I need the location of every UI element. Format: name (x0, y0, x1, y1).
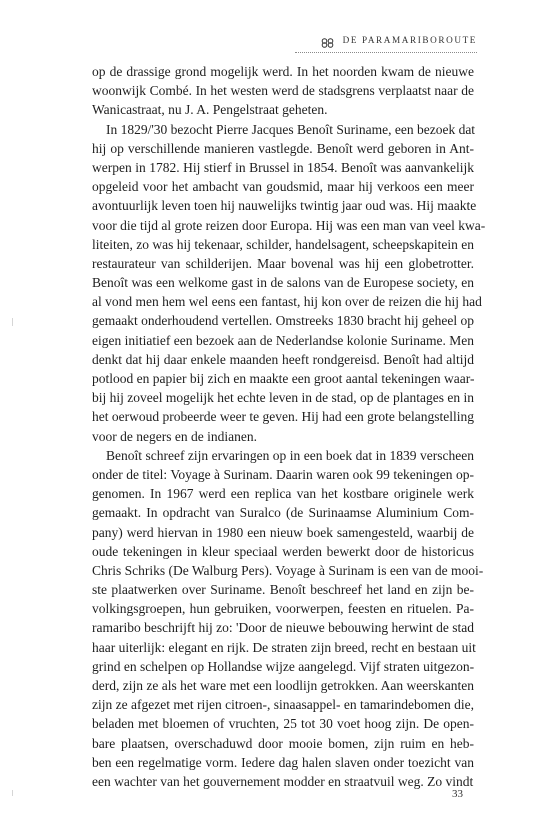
text-line: oude tekeningen in kleur speciaal werden bewerkt door de historicus (92, 543, 474, 559)
text-line: volkingsgroepen, hun gebruiken, voorwerpen, feesten en rituelen. Pa- (92, 601, 474, 617)
text-line: gemaakt. In opdracht van Suralco (de Surinaamse Aluminium Com- (92, 505, 474, 521)
text-line: liteiten, zo was hij tekenaar, schilder, handelsagent, scheepskapitein en (92, 236, 475, 252)
text-line: bij hij zoveel mogelijk het echte leven in de stad, op de plantages en in (92, 390, 475, 406)
text-line: restaurateur van schilderijen. Maar bovenal was hij een globetrotter. (92, 255, 474, 271)
text-line: ramaribo beschrijft hij zo: 'Door de nieuwe bebouwing herwint de stad (92, 620, 474, 636)
text-line: Chris Schriks (De Walburg Pers). Voyage à Surinam is een van de mooi- (92, 562, 484, 578)
text-line: Benoît was een welkome gast in de salons van de Europese society, en (92, 275, 474, 291)
text-line: woonwijk Combé. In het westen werd de stadsgrens verplaatst naar de (92, 83, 474, 99)
page-number: 33 (452, 788, 463, 800)
text-line: In 1829/'30 bezocht Pierre Jacques Benoît Suriname, een bezoek dat (106, 121, 476, 137)
text-line: gemaakt onderhoudend vertellen. Omstreeks 1830 bracht hij geheel op (92, 313, 475, 329)
clover-ornament-icon (321, 35, 335, 45)
text-line: grind en schelpen op Hollandse wijze aangelegd. Vijf straten uitgezon- (92, 658, 475, 674)
text-line: beladen met bloemen of vruchten, 25 tot 30 voet hoog zijn. De open- (92, 716, 474, 732)
edge-mark (12, 790, 13, 796)
paragraph (92, 446, 484, 791)
text-line: een wachter van het gouvernement modder en straatvuil weg. Zo vindt (92, 773, 474, 789)
text-line: eigen initiatief een bezoek aan de Nederlandse kolonie Suriname. Men (92, 332, 474, 348)
text-line: op de drassige grond mogelijk werd. In het noorden kwam de nieuwe (92, 64, 474, 79)
text-line: al vond men hem wel eens een fantast, hij kon over de reizen die hij had (92, 294, 482, 310)
text-line: voor die tijd al grote reizen door Europa. Hij was een man van veel kwa- (92, 217, 486, 233)
text-line: opgeleid voor het ambacht van goudsmid, maar hij verkoos een meer (92, 179, 474, 195)
running-header (321, 35, 477, 45)
text-line: hij op verschillende manieren vastlegde. Benoît werd geboren in Ant- (92, 140, 474, 156)
text-line: werpen in 1782. Hij stierf in Brussel in 1854. Benoît was aanvankelijk (92, 159, 474, 175)
text-line: onder de titel: Voyage à Surinam. Daarin waren ook 99 tekeningen op- (92, 466, 474, 482)
paragraph (92, 120, 486, 446)
text-line: ben een regelmatige vorm. Iedere dag halen slaven onder toezicht van (92, 754, 474, 770)
edge-mark (12, 318, 13, 326)
header-rule (295, 52, 477, 53)
text-line: zijn ze afgezet met rijen citroen-, sinaasappel- en tamarindebomen die, (92, 697, 474, 713)
text-line: bare plaatsen, overschaduwd door mooie bomen, zijn ruim en heb- (92, 735, 474, 751)
text-line: genomen. In 1967 werd een replica van het kostbare originele werk (92, 486, 474, 502)
text-line: ste plaatwerken over Suriname. Benoît beschreef het land en zijn be- (92, 582, 474, 598)
paragraph (92, 62, 474, 120)
text-line: denkt dat hij daar enkele maanden heeft rondgereisd. Benoît had altijd (92, 351, 474, 367)
text-line: Wanicastraat, nu J. A. Pengelstraat geheten. (92, 102, 328, 118)
body-text (92, 62, 486, 791)
text-line: het oerwoud probeerde weer te geven. Hij had een grote belangstelling (92, 409, 474, 425)
text-line: potlood en papier bij zich en maakte een groot aantal tekeningen waar- (92, 371, 475, 386)
text-line: voor de negers en de indianen. (92, 428, 257, 444)
text-line: pany) werd hiervan in 1980 een nieuw boek samengesteld, waarbij de (92, 524, 474, 540)
text-line: derd, zijn ze als het ware met een loodlijn getrokken. Aan weerskanten (92, 678, 474, 693)
text-line: avontuurlijk leven toen hij nauwelijks twintig jaar oud was. Hij maakte (92, 198, 477, 214)
text-line: Benoît schreef zijn ervaringen op in een boek dat in 1839 verscheen (106, 447, 474, 463)
running-title: DE PARAMARIBOROUTE (342, 35, 477, 45)
text-line: haar uiterlijk: elegant en rijk. De straten zijn breed, recht en bestaan uit (92, 639, 476, 655)
